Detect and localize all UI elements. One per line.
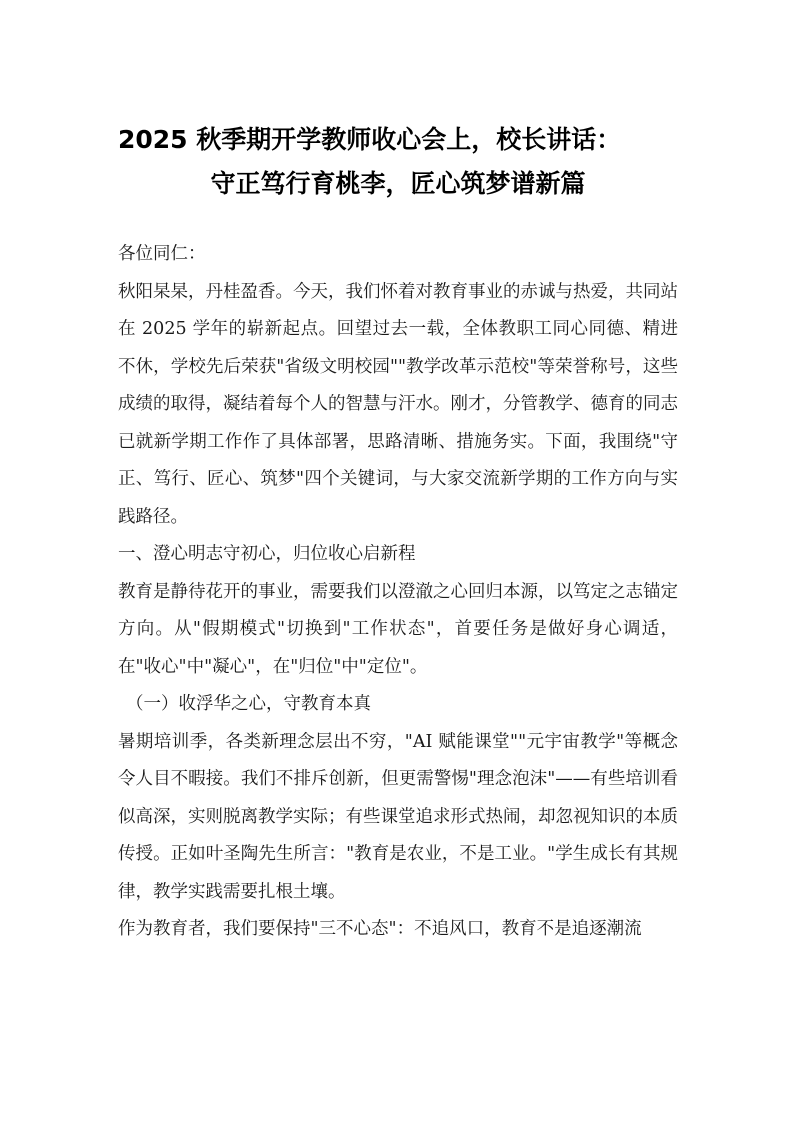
document-body [118,0,678,949]
subsection-one-a-body: 暑期培训季，各类新理念层出不穷，"AI 赋能课堂""元宇宙教学"等概念令人目不暇接。我们不排斥创新，但更需警惕"理念泡沫"——有些培训看似高深，实则脱离教学实际；有些课堂追求形式热闹，却忽视知识的本质传授。正如叶圣陶先生所言："教育是农业，不是工业。"学生成长有其规律，教学实践需要扎根土壤。 [118,731,678,902]
salutation: 各位同仁： [118,244,206,264]
document-title-line-2: 守正笃行育桃李，匠心筑梦谱新篇 [210,169,586,198]
document-title-line-1: 2025 秋季期开学教师收心会上，校长讲话： [118,125,622,154]
opening-paragraph: 秋阳杲杲，丹桂盈香。今天，我们怀着对教育事业的赤诚与热爱，共同站在 2025 学年的崭新起点。回望过去一载，全体教职工同心同德、精进不休，学校先后荣获"省级文明校园""教学改革示范校"等荣誉称号，这些成绩的取得，凝结着每个人的智慧与汗水。刚才，分管教学、德育的同志已就新学期工作作了具体部署，思路清晰、措施务实。下面，我围绕"守正、笃行、匠心、筑梦"四个关键词，与大家交流新学期的工作方向与实践路径。 [118,281,678,527]
subsection-heading-one-a: （一）收浮华之心，守教育本真 [126,694,371,714]
subsection-one-a-body-continued: 作为教育者，我们要保持"三不心态"：不追风口，教育不是追逐潮流 [118,919,642,939]
section-heading-one: 一、澄心明志守初心，归位收心启新程 [118,544,416,564]
section-one-body: 教育是静待花开的事业，需要我们以澄澈之心回归本源，以笃定之志锚定方向。从"假期模式"切换到"工作状态"，首要任务是做好身心调适，在"收心"中"凝心"，在"归位"中"定位"。 [118,581,678,677]
document-title [118,0,678,206]
